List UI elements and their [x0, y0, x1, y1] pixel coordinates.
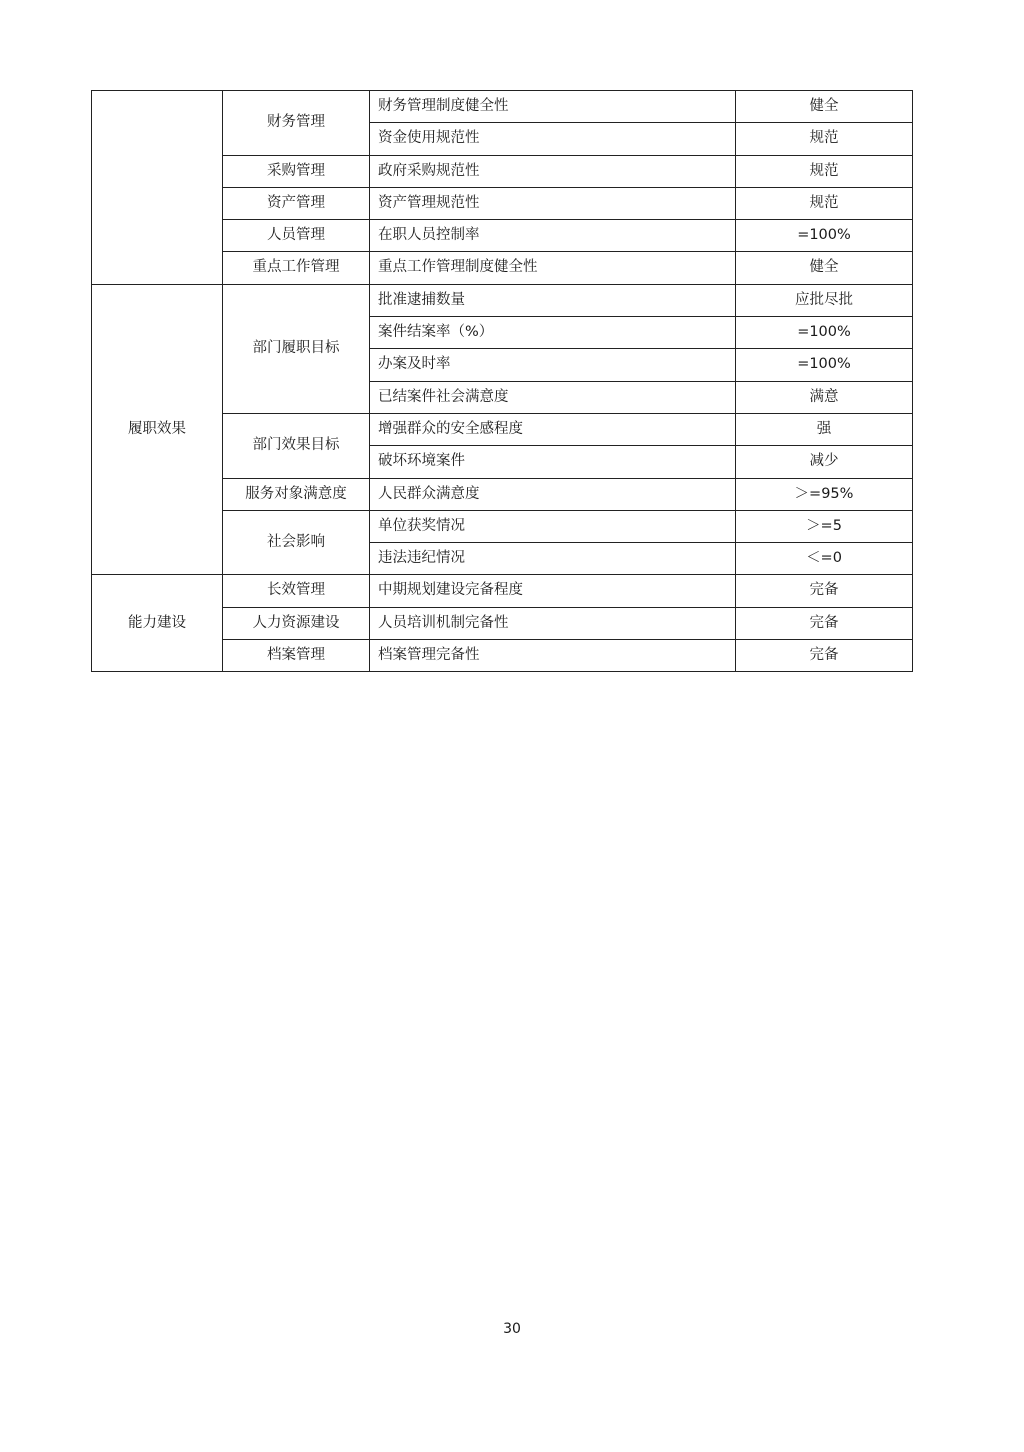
subcategory-cell: 采购管理: [223, 155, 370, 187]
subcategory-cell: 资产管理: [223, 187, 370, 219]
subcategory-cell: 社会影响: [223, 510, 370, 575]
subcategory-cell: 档案管理: [223, 640, 370, 672]
target-value-cell: ＞=5: [736, 510, 913, 542]
table-row: [92, 284, 913, 316]
target-value-cell: 健全: [736, 252, 913, 284]
indicator-cell: 增强群众的安全感程度: [370, 413, 736, 445]
indicator-cell: 人员培训机制完备性: [370, 607, 736, 639]
subcategory-cell: 长效管理: [223, 575, 370, 607]
table-row: [92, 575, 913, 607]
subcategory-cell: 部门履职目标: [223, 284, 370, 413]
target-value-cell: 规范: [736, 187, 913, 219]
subcategory-cell: 部门效果目标: [223, 413, 370, 478]
target-value-cell: 规范: [736, 123, 913, 155]
indicator-cell: 中期规划建设完备程度: [370, 575, 736, 607]
subcategory-cell: 服务对象满意度: [223, 478, 370, 510]
category-cell: 能力建设: [92, 575, 223, 672]
target-value-cell: =100%: [736, 220, 913, 252]
target-value-cell: =100%: [736, 349, 913, 381]
target-value-cell: 完备: [736, 607, 913, 639]
indicator-cell: 案件结案率（%）: [370, 317, 736, 349]
category-cell: [92, 91, 223, 285]
indicator-cell: 资金使用规范性: [370, 123, 736, 155]
category-cell: 履职效果: [92, 284, 223, 575]
table-row: [92, 91, 913, 123]
target-value-cell: ＞=95%: [736, 478, 913, 510]
indicator-cell: 财务管理制度健全性: [370, 91, 736, 123]
indicator-cell: 人民群众满意度: [370, 478, 736, 510]
table-body: [92, 91, 913, 672]
target-value-cell: =100%: [736, 317, 913, 349]
indicator-cell: 已结案件社会满意度: [370, 381, 736, 413]
target-value-cell: 应批尽批: [736, 284, 913, 316]
indicator-cell: 违法违纪情况: [370, 543, 736, 575]
target-value-cell: 完备: [736, 575, 913, 607]
target-value-cell: 强: [736, 413, 913, 445]
target-value-cell: ＜=0: [736, 543, 913, 575]
subcategory-cell: 财务管理: [223, 91, 370, 156]
target-value-cell: 健全: [736, 91, 913, 123]
subcategory-cell: 人员管理: [223, 220, 370, 252]
page-number: 30: [503, 1321, 521, 1337]
target-value-cell: 完备: [736, 640, 913, 672]
indicator-cell: 重点工作管理制度健全性: [370, 252, 736, 284]
indicator-cell: 档案管理完备性: [370, 640, 736, 672]
target-value-cell: 满意: [736, 381, 913, 413]
indicator-cell: 批准逮捕数量: [370, 284, 736, 316]
indicator-cell: 办案及时率: [370, 349, 736, 381]
indicator-cell: 资产管理规范性: [370, 187, 736, 219]
indicator-cell: 在职人员控制率: [370, 220, 736, 252]
subcategory-cell: 重点工作管理: [223, 252, 370, 284]
subcategory-cell: 人力资源建设: [223, 607, 370, 639]
performance-indicator-table: [91, 90, 913, 672]
indicator-cell: 破坏环境案件: [370, 446, 736, 478]
indicator-cell: 单位获奖情况: [370, 510, 736, 542]
target-value-cell: 减少: [736, 446, 913, 478]
indicator-cell: 政府采购规范性: [370, 155, 736, 187]
target-value-cell: 规范: [736, 155, 913, 187]
